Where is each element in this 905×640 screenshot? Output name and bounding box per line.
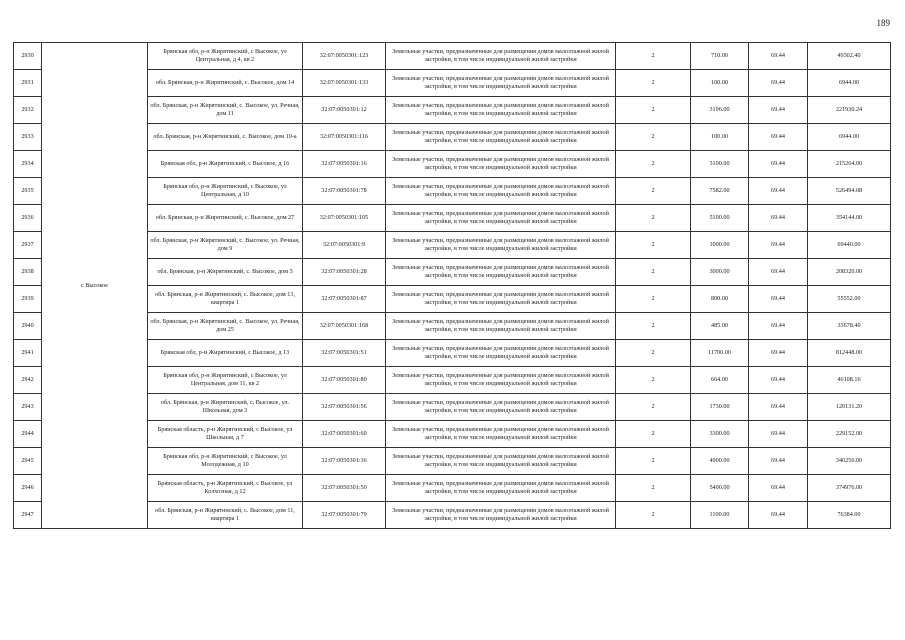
- cadastral-number-cell: 32:07:0050301:133: [303, 70, 386, 97]
- address-cell: обл. Брянская, р-н Жирятинский, с. Высокое, ул. Речная, дом 11: [148, 97, 303, 124]
- address-cell: Брянская область, р-н Жирятинский, с Высокое, ул Колхозная, д 12: [148, 475, 303, 502]
- address-cell: обл. Брянская, р-н Жирятинский, с. Высокое, дом 11, квартира 1: [148, 502, 303, 529]
- address-cell: обл. Брянская, р-н Жирятинский, с. Высокое, ул. Школьная, дом 3: [148, 394, 303, 421]
- register-body: [14, 43, 891, 529]
- page-number: 189: [876, 18, 890, 28]
- row-number: 2937: [14, 232, 42, 259]
- cadastral-number-cell: 32:07:0050301:51: [303, 340, 386, 367]
- address-cell: обл. Брянская, р-н Жирятинский, с. Высокое, дом 13, квартира 1: [148, 286, 303, 313]
- group-cell: 2: [616, 421, 691, 448]
- land-use-cell: Земельные участки, предназначенные для размещения домов малоэтажной жилой застройки, в том числе индивидуальной жилой застройки: [386, 151, 616, 178]
- area-cell: 3000.00: [691, 259, 749, 286]
- row-number: 2935: [14, 178, 42, 205]
- rate-cell: 69.44: [749, 286, 808, 313]
- row-number: 2931: [14, 70, 42, 97]
- cadastral-value-cell: 46108.16: [808, 367, 891, 394]
- row-number: 2932: [14, 97, 42, 124]
- area-cell: 3100.00: [691, 151, 749, 178]
- rate-cell: 69.44: [749, 502, 808, 529]
- row-number: 2939: [14, 286, 42, 313]
- cadastral-value-cell: 33678.40: [808, 313, 891, 340]
- land-use-cell: Земельные участки, предназначенные для размещения домов малоэтажной жилой застройки, в том числе индивидуальной жилой застройки: [386, 232, 616, 259]
- cadastral-value-cell: 229152.00: [808, 421, 891, 448]
- cadastral-value-cell: 812448.00: [808, 340, 891, 367]
- cadastral-number-cell: 32:07:0050301:116: [303, 124, 386, 151]
- group-cell: 2: [616, 367, 691, 394]
- cadastral-value-cell: 215264.00: [808, 151, 891, 178]
- cadastral-number-cell: 32:07:0050301:36: [303, 448, 386, 475]
- rate-cell: 69.44: [749, 124, 808, 151]
- cadastral-number-cell: 32:07:0050301:87: [303, 286, 386, 313]
- cadastral-value-cell: 354144.00: [808, 205, 891, 232]
- address-cell: Брянская обл, р-н Жирятинский, с Высокое, ул Центральная, дом 11, кв 2: [148, 367, 303, 394]
- group-cell: 2: [616, 124, 691, 151]
- land-use-cell: Земельные участки, предназначенные для размещения домов малоэтажной жилой застройки, в том числе индивидуальной жилой застройки: [386, 367, 616, 394]
- rate-cell: 69.44: [749, 178, 808, 205]
- table-row: [14, 43, 891, 70]
- area-cell: 710.00: [691, 43, 749, 70]
- cadastral-value-cell: 69440.00: [808, 232, 891, 259]
- area-cell: 4900.00: [691, 448, 749, 475]
- land-use-cell: Земельные участки, предназначенные для размещения домов малоэтажной жилой застройки, в том числе индивидуальной жилой застройки: [386, 394, 616, 421]
- rate-cell: 69.44: [749, 97, 808, 124]
- cadastral-value-cell: 6944.00: [808, 124, 891, 151]
- address-cell: обл. Брянская, р-н Жирятинский, с. Высокое, дом 27: [148, 205, 303, 232]
- cadastral-number-cell: 32:07:0050301:16: [303, 151, 386, 178]
- land-use-cell: Земельные участки, предназначенные для размещения домов малоэтажной жилой застройки, в том числе индивидуальной жилой застройки: [386, 43, 616, 70]
- cadastral-number-cell: 32:07:0050301:78: [303, 178, 386, 205]
- rate-cell: 69.44: [749, 367, 808, 394]
- group-cell: 2: [616, 448, 691, 475]
- rate-cell: 69.44: [749, 259, 808, 286]
- cadastral-number-cell: 32:07:0050301:123: [303, 43, 386, 70]
- cadastral-value-cell: 76384.00: [808, 502, 891, 529]
- land-use-cell: Земельные участки, предназначенные для размещения домов малоэтажной жилой застройки, в том числе индивидуальной жилой застройки: [386, 475, 616, 502]
- cadastral-number-cell: 32:07:0050301:50: [303, 475, 386, 502]
- land-use-cell: Земельные участки, предназначенные для размещения домов малоэтажной жилой застройки, в том числе индивидуальной жилой застройки: [386, 340, 616, 367]
- area-cell: 100.00: [691, 124, 749, 151]
- area-cell: 664.00: [691, 367, 749, 394]
- address-cell: обл. Брянская, р-н Жирятинский, с. Высокое, ул. Речная, дом 9: [148, 232, 303, 259]
- address-cell: Брянская область, р-н Жирятинский, с Высокое, ул Школьная, д 7: [148, 421, 303, 448]
- land-use-cell: Земельные участки, предназначенные для размещения домов малоэтажной жилой застройки, в том числе индивидуальной жилой застройки: [386, 259, 616, 286]
- address-cell: Брянская обл, р-н Жирятинский, с Высокое, ул Центральная, д 4, кв 2: [148, 43, 303, 70]
- rate-cell: 69.44: [749, 151, 808, 178]
- address-cell: Брянская обл, р-н Жирятинский, с Высокое, д 16: [148, 151, 303, 178]
- land-use-cell: Земельные участки, предназначенные для размещения домов малоэтажной жилой застройки, в том числе индивидуальной жилой застройки: [386, 286, 616, 313]
- cadastral-number-cell: 32:07:0050301:168: [303, 313, 386, 340]
- area-cell: 800.00: [691, 286, 749, 313]
- area-cell: 1000.00: [691, 232, 749, 259]
- group-cell: 2: [616, 70, 691, 97]
- area-cell: 5100.00: [691, 205, 749, 232]
- land-use-cell: Земельные участки, предназначенные для размещения домов малоэтажной жилой застройки, в том числе индивидуальной жилой застройки: [386, 448, 616, 475]
- rate-cell: 69.44: [749, 448, 808, 475]
- rate-cell: 69.44: [749, 340, 808, 367]
- cadastral-register-table: [13, 42, 891, 529]
- cadastral-value-cell: 340256.00: [808, 448, 891, 475]
- row-number: 2944: [14, 421, 42, 448]
- cadastral-number-cell: 32:07:0050301:9: [303, 232, 386, 259]
- cadastral-number-cell: 32:07:0050301:28: [303, 259, 386, 286]
- rate-cell: 69.44: [749, 475, 808, 502]
- row-number: 2940: [14, 313, 42, 340]
- address-cell: обл. Брянская, р-н Жирятинский, с. Высокое, дом 14: [148, 70, 303, 97]
- area-cell: 1100.00: [691, 502, 749, 529]
- group-cell: 2: [616, 178, 691, 205]
- address-cell: Брянская обл, р-н Жирятинский, с Высокое, ул Молодежная, д 10: [148, 448, 303, 475]
- land-use-cell: Земельные участки, предназначенные для размещения домов малоэтажной жилой застройки, в том числе индивидуальной жилой застройки: [386, 178, 616, 205]
- address-cell: Брянская обл, р-н Жирятинский, с Высокое, ул Центральная, д 10: [148, 178, 303, 205]
- rate-cell: 69.44: [749, 205, 808, 232]
- row-number: 2942: [14, 367, 42, 394]
- cadastral-value-cell: 374976.00: [808, 475, 891, 502]
- row-number: 2947: [14, 502, 42, 529]
- rate-cell: 69.44: [749, 70, 808, 97]
- cadastral-value-cell: 221930.24: [808, 97, 891, 124]
- group-cell: 2: [616, 205, 691, 232]
- address-cell: обл. Брянская, р-н Жирятинский, с. Высокое, дом 5: [148, 259, 303, 286]
- land-use-cell: Земельные участки, предназначенные для размещения домов малоэтажной жилой застройки, в том числе индивидуальной жилой застройки: [386, 502, 616, 529]
- address-cell: обл. Брянская, р-н Жирятинский, с. Высокое, дом 10-а: [148, 124, 303, 151]
- cadastral-value-cell: 6944.00: [808, 70, 891, 97]
- address-cell: Брянская обл, р-н Жирятинский, с Высокое, д 13: [148, 340, 303, 367]
- group-cell: 2: [616, 151, 691, 178]
- row-number: 2934: [14, 151, 42, 178]
- group-cell: 2: [616, 313, 691, 340]
- rate-cell: 69.44: [749, 43, 808, 70]
- land-use-cell: Земельные участки, предназначенные для размещения домов малоэтажной жилой застройки, в том числе индивидуальной жилой застройки: [386, 70, 616, 97]
- area-cell: 5400.00: [691, 475, 749, 502]
- rate-cell: 69.44: [749, 232, 808, 259]
- locality-cell: с Высокое: [42, 43, 148, 529]
- cadastral-number-cell: 32:07:0050301:80: [303, 367, 386, 394]
- area-cell: 1730.00: [691, 394, 749, 421]
- area-cell: 7582.00: [691, 178, 749, 205]
- row-number: 2938: [14, 259, 42, 286]
- group-cell: 2: [616, 43, 691, 70]
- cadastral-number-cell: 32:07:0050301:79: [303, 502, 386, 529]
- group-cell: 2: [616, 502, 691, 529]
- group-cell: 2: [616, 475, 691, 502]
- row-number: 2945: [14, 448, 42, 475]
- row-number: 2946: [14, 475, 42, 502]
- group-cell: 2: [616, 286, 691, 313]
- land-use-cell: Земельные участки, предназначенные для размещения домов малоэтажной жилой застройки, в том числе индивидуальной жилой застройки: [386, 205, 616, 232]
- cadastral-number-cell: 32:07:0050301:56: [303, 394, 386, 421]
- cadastral-value-cell: 526494.08: [808, 178, 891, 205]
- area-cell: 3300.00: [691, 421, 749, 448]
- row-number: 2930: [14, 43, 42, 70]
- rate-cell: 69.44: [749, 313, 808, 340]
- cadastral-number-cell: 32:07:0050301:12: [303, 97, 386, 124]
- land-use-cell: Земельные участки, предназначенные для размещения домов малоэтажной жилой застройки, в том числе индивидуальной жилой застройки: [386, 421, 616, 448]
- area-cell: 11700.00: [691, 340, 749, 367]
- land-use-cell: Земельные участки, предназначенные для размещения домов малоэтажной жилой застройки, в том числе индивидуальной жилой застройки: [386, 124, 616, 151]
- land-use-cell: Земельные участки, предназначенные для размещения домов малоэтажной жилой застройки, в том числе индивидуальной жилой застройки: [386, 97, 616, 124]
- area-cell: 485.00: [691, 313, 749, 340]
- cadastral-value-cell: 49302.40: [808, 43, 891, 70]
- row-number: 2936: [14, 205, 42, 232]
- row-number: 2941: [14, 340, 42, 367]
- group-cell: 2: [616, 394, 691, 421]
- group-cell: 2: [616, 259, 691, 286]
- group-cell: 2: [616, 97, 691, 124]
- cadastral-value-cell: 55552.00: [808, 286, 891, 313]
- cadastral-number-cell: 32:07:0050301:60: [303, 421, 386, 448]
- land-use-cell: Земельные участки, предназначенные для размещения домов малоэтажной жилой застройки, в том числе индивидуальной жилой застройки: [386, 313, 616, 340]
- cadastral-value-cell: 120131.20: [808, 394, 891, 421]
- area-cell: 100.00: [691, 70, 749, 97]
- cadastral-number-cell: 32:07:0050301:105: [303, 205, 386, 232]
- rate-cell: 69.44: [749, 394, 808, 421]
- row-number: 2933: [14, 124, 42, 151]
- area-cell: 3196.00: [691, 97, 749, 124]
- cadastral-value-cell: 208320.00: [808, 259, 891, 286]
- group-cell: 2: [616, 340, 691, 367]
- row-number: 2943: [14, 394, 42, 421]
- address-cell: обл. Брянская, р-н Жирятинский, с. Высокое, ул. Речная, дом 25: [148, 313, 303, 340]
- rate-cell: 69.44: [749, 421, 808, 448]
- group-cell: 2: [616, 232, 691, 259]
